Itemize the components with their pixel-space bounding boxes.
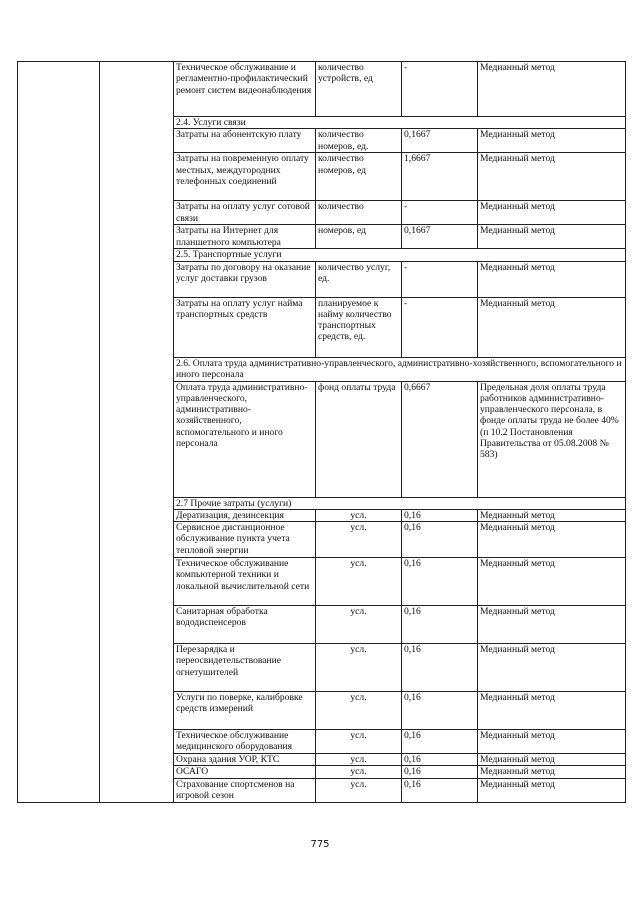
quantity-cell: количество номеров, ед — [316, 153, 402, 201]
cost-name-cell: Затраты на оплату услуг сотовой связи — [174, 201, 316, 225]
cost-name-cell: Страхование спортсменов на игровой сезон — [174, 778, 316, 802]
method-cell: Медианный метод — [478, 297, 626, 357]
quantity-cell: фонд оплаты труда — [316, 381, 402, 497]
method-cell: Медианный метод — [478, 522, 626, 558]
cost-name-cell: Затраты на повременную оплату местных, междугородних телефонных соединений — [174, 153, 316, 201]
quantity-cell: номеров, ед — [316, 225, 402, 249]
method-cell: Медианный метод — [478, 754, 626, 766]
cost-name-cell: Техническое обслуживание компьютерной техники и локальной вычислительной сети — [174, 558, 316, 606]
quantity-cell: усл. — [316, 766, 402, 778]
page-number: 775 — [310, 839, 330, 850]
method-cell: Медианный метод — [478, 225, 626, 249]
left-empty-column-1 — [18, 62, 100, 803]
quantity-cell: количество номеров, ед. — [316, 129, 402, 153]
norm-value-cell: 0,1667 — [402, 225, 478, 249]
quantity-cell: усл. — [316, 606, 402, 644]
method-cell: Медианный метод — [478, 606, 626, 644]
norm-value-cell: 0,6667 — [402, 381, 478, 497]
quantity-cell: усл. — [316, 644, 402, 692]
cost-name-cell: Техническое обслуживание медицинского оборудования — [174, 730, 316, 754]
method-cell: Медианный метод — [478, 153, 626, 201]
quantity-cell: усл. — [316, 558, 402, 606]
cost-name-cell: Дератизация, дезинсекция — [174, 509, 316, 521]
norm-value-cell: 0,16 — [402, 644, 478, 692]
section-title: 2.4. Услуги связи — [174, 117, 626, 129]
quantity-cell: усл. — [316, 522, 402, 558]
quantity-cell: планируемое к найму количество транспортных средств, ед. — [316, 297, 402, 357]
method-cell: Медианный метод — [478, 129, 626, 153]
norm-value-cell: 0,16 — [402, 606, 478, 644]
method-cell: Медианный метод — [478, 692, 626, 730]
cost-name-cell: Услуги по поверке, калибровке средств измерений — [174, 692, 316, 730]
norm-value-cell: 0,16 — [402, 730, 478, 754]
quantity-cell: усл. — [316, 692, 402, 730]
quantity-cell: усл. — [316, 754, 402, 766]
norm-value-cell: 0,16 — [402, 778, 478, 802]
norms-table — [17, 61, 626, 803]
norm-value-cell: 0,16 — [402, 754, 478, 766]
section-title: 2.5. Транспортные услуги — [174, 249, 626, 261]
norm-value-cell: 0,16 — [402, 766, 478, 778]
cost-name-cell: Техническое обслуживание и регламентно-профилактический ремонт систем видеонаблюдения — [174, 62, 316, 117]
method-cell: Медианный метод — [478, 644, 626, 692]
norm-value-cell: - — [402, 201, 478, 225]
method-cell: Медианный метод — [478, 62, 626, 117]
section-title: 2.7 Прочие затраты (услуги) — [174, 497, 626, 509]
cost-name-cell: Оплата труда административно-управленческого, административно-хозяйственного, вспомогательного и иного персонала — [174, 381, 316, 497]
method-cell: Медианный метод — [478, 509, 626, 521]
cost-name-cell: Затраты на абонентскую плату — [174, 129, 316, 153]
cost-name-cell: Затраты по договору на оказание услуг доставки грузов — [174, 261, 316, 297]
section-title: 2.6. Оплата труда административно-управленческого, административно-хозяйственного, вспомогательного и иного персонала — [174, 357, 626, 381]
norm-value-cell: - — [402, 297, 478, 357]
norm-value-cell: 0,16 — [402, 558, 478, 606]
norm-value-cell: - — [402, 261, 478, 297]
norm-value-cell: 0,16 — [402, 692, 478, 730]
left-empty-column-2 — [100, 62, 174, 803]
method-cell: Медианный метод — [478, 558, 626, 606]
method-cell: Медианный метод — [478, 730, 626, 754]
cost-name-cell: ОСАГО — [174, 766, 316, 778]
cost-name-cell: Санитарная обработка вододиспенсеров — [174, 606, 316, 644]
method-cell: Предельная доля оплаты труда работников административно-управленческого персонала, в фонде оплаты труда не более 40% (п 10.2 Постановления Правительства от 05.08.2008 № 583) — [478, 381, 626, 497]
cost-name-cell: Затраты на оплату услуг найма транспортных средств — [174, 297, 316, 357]
quantity-cell: количество услуг, ед. — [316, 261, 402, 297]
quantity-cell: усл. — [316, 778, 402, 802]
norm-value-cell: 1,6667 — [402, 153, 478, 201]
quantity-cell: количество устройств, ед — [316, 62, 402, 117]
norm-value-cell: 0,16 — [402, 509, 478, 521]
quantity-cell: усл. — [316, 730, 402, 754]
norm-value-cell: 0,1667 — [402, 129, 478, 153]
method-cell: Медианный метод — [478, 766, 626, 778]
method-cell: Медианный метод — [478, 778, 626, 802]
cost-name-cell: Перезарядка и переосвидетельствование огнетушителей — [174, 644, 316, 692]
cost-name-cell: Охрана здания УОР, КТС — [174, 754, 316, 766]
quantity-cell: количество — [316, 201, 402, 225]
quantity-cell: усл. — [316, 509, 402, 521]
table-row — [18, 62, 626, 117]
cost-name-cell: Сервисное дистанционное обслуживание пункта учета тепловой энергии — [174, 522, 316, 558]
norm-value-cell: 0,16 — [402, 522, 478, 558]
cost-name-cell: Затраты на Интернет для планшетного компьютера — [174, 225, 316, 249]
method-cell: Медианный метод — [478, 201, 626, 225]
norm-value-cell: - — [402, 62, 478, 117]
method-cell: Медианный метод — [478, 261, 626, 297]
table-body — [18, 62, 626, 803]
